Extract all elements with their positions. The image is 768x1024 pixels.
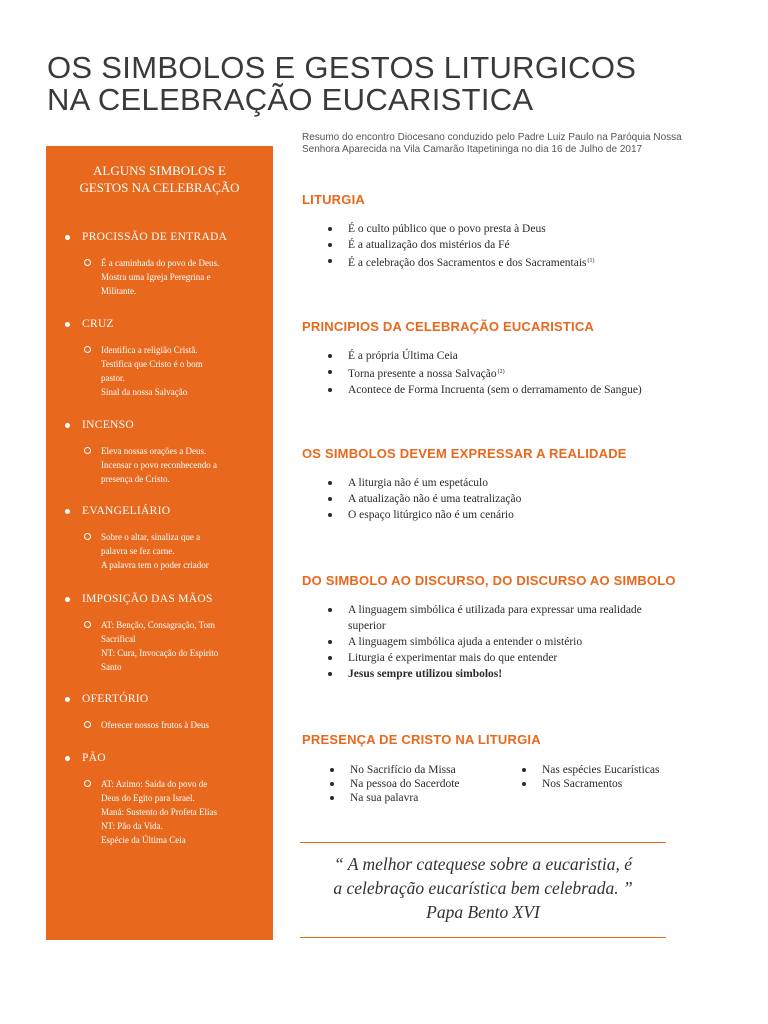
sidebar-item-description: [46, 343, 273, 399]
intro-line-2: Senhora Aparecida na Vila Camarão Itapetininga no dia 16 de Julho de 2017: [302, 144, 643, 155]
sidebar-item-line: Sinal da nossa Salvação: [101, 387, 188, 397]
sidebar-item-line: Mostra uma Igreja Peregrina e: [101, 272, 211, 282]
sidebar-item-description: [46, 444, 273, 486]
section-discurso: [302, 573, 732, 682]
sidebar-item-heading: INCENSO: [46, 418, 273, 432]
section-presenca: [302, 732, 732, 805]
sidebar-title: [46, 162, 273, 196]
sidebar-item-line: Espécie da Última Ceia: [101, 835, 186, 845]
presenca-column-1: [350, 763, 542, 805]
simbolos-list: [302, 475, 732, 523]
intro-line-1: Resumo do encontro Diocesano conduzido pelo Padre Luiz Paulo na Paróquia Nossa: [302, 132, 682, 143]
list-item: É a atualização dos mistérios da Fé: [348, 237, 732, 253]
list-item: A linguagem simbólica ajuda a entender o mistério: [348, 634, 678, 650]
sidebar-item-line: Eleva nossas orações a Deus.: [101, 446, 207, 456]
sidebar-item-heading: OFERTÓRIO: [46, 692, 273, 706]
discurso-list: [302, 602, 678, 682]
sidebar-item-line: Incensar o povo reconhecendo a: [101, 460, 217, 470]
section-title-liturgia: LITURGIA: [302, 192, 365, 207]
section-title-principios: PRINCIPIOS DA CELEBRAÇÃO EUCARISTICA: [302, 319, 595, 334]
sidebar-item-line: palavra se fez carne.: [101, 546, 175, 556]
list-item: A atualização não é uma teatralização: [348, 491, 732, 507]
section-liturgia: [302, 192, 732, 271]
sidebar-item: [46, 317, 273, 399]
sidebar-item-line: Sobre o altar, sinaliza que a: [101, 532, 201, 542]
intro-text: [302, 132, 732, 156]
sidebar-item: [46, 504, 273, 572]
list-item: Na sua palavra: [350, 791, 542, 805]
section-title-simbolos: OS SIMBOLOS DEVEM EXPRESSAR A REALIDADE: [302, 446, 627, 461]
sidebar-title-line-2: GESTOS NA CELEBRAÇÃO: [79, 180, 240, 195]
sidebar-item-description: [46, 256, 273, 298]
sidebar-item-line: Santo: [101, 662, 122, 672]
quote-author: Papa Bento XVI: [426, 902, 540, 922]
sidebar-item: [46, 592, 273, 674]
presenca-column-2: [542, 763, 660, 805]
sidebar-item-description: [46, 777, 273, 847]
sidebar-item-heading: EVANGELIÁRIO: [46, 504, 273, 518]
list-item: É o culto público que o povo presta à Deus: [348, 221, 732, 237]
list-item: [348, 364, 732, 382]
title-line-2: NA CELEBRAÇÃO EUCARISTICA: [47, 82, 534, 117]
sidebar-item-line: Testifica que Cristo é o bom: [101, 359, 203, 369]
list-item: Nos Sacramentos: [542, 777, 660, 791]
sidebar-item: [46, 418, 273, 486]
sidebar-item-line: AT: Benção, Consagração, Tom: [101, 620, 215, 630]
list-item: No Sacrifício da Missa: [350, 763, 542, 777]
page-title: [47, 52, 747, 116]
list-item: [348, 253, 732, 271]
section-title-presenca: PRESENÇA DE CRISTO NA LITURGIA: [302, 732, 541, 747]
section-principios: [302, 319, 732, 398]
symbols-sidebar: [46, 146, 273, 940]
list-item: Na pessoa do Sacerdote: [350, 777, 542, 791]
sidebar-item-line: Oferecer nossos frutos à Deus: [101, 720, 209, 730]
sidebar-item-heading: IMPOSIÇÃO DAS MÃOS: [46, 592, 273, 606]
sidebar-item-line: É a caminhada do povo de Deus.: [101, 258, 220, 268]
sidebar-item-description: [46, 530, 273, 572]
sidebar-item-line: Militante.: [101, 286, 137, 296]
section-simbolos: [302, 446, 732, 523]
list-item-text: É a celebração dos Sacramentos e dos Sacramentais: [348, 257, 587, 269]
sidebar-item-heading: CRUZ: [46, 317, 273, 331]
sidebar-item: [46, 692, 273, 732]
sidebar-item-line: Deus do Egito para Israel.: [101, 793, 195, 803]
sidebar-item-description: [46, 618, 273, 674]
section-title-discurso: DO SIMBOLO AO DISCURSO, DO DISCURSO AO SIMBOLO: [302, 573, 676, 588]
list-item: Jesus sempre utilizou simbolos!: [348, 666, 678, 682]
sidebar-item-line: pastor.: [101, 373, 125, 383]
list-item: Nas espécies Eucarísticas: [542, 764, 660, 776]
quote-block: [300, 842, 666, 938]
footnote-marker: (2): [497, 369, 505, 375]
principios-list: [302, 348, 732, 398]
sidebar-item-line: Maná: Sustento do Profeta Elias: [101, 807, 217, 817]
sidebar-item-line: NT: Pão da Vida.: [101, 821, 163, 831]
list-item: A liturgia não é um espetáculo: [348, 475, 732, 491]
list-item: Acontece de Forma Incruenta (sem o derramamento de Sangue): [348, 382, 732, 398]
sidebar-item-description: [46, 718, 273, 732]
list-item: Liturgia é experimentar mais do que entender: [348, 650, 678, 666]
sidebar-item-line: Identifica a religião Cristã.: [101, 345, 198, 355]
footnote-marker: (1): [587, 258, 595, 264]
quote-line-1: “ A melhor catequese sobre a eucaristia, é: [333, 854, 633, 874]
sidebar-item-line: presença de Cristo.: [101, 474, 170, 484]
sidebar-title-line-1: ALGUNS SIMBOLOS E: [93, 163, 226, 178]
list-item-text: Torna presente a nossa Salvação: [348, 368, 497, 380]
sidebar-item-heading: PÃO: [46, 751, 273, 765]
sidebar-item-line: A palavra tem o poder criador: [101, 560, 209, 570]
presenca-columns: [302, 763, 732, 805]
sidebar-item-line: NT: Cura, Invocação do Espirito: [101, 648, 219, 658]
sidebar-item-line: Sacrifical: [101, 634, 136, 644]
list-item: A linguagem simbólica é utilizada para expressar uma realidade superior: [348, 602, 678, 634]
sidebar-item-heading: PROCISSÃO DE ENTRADA: [46, 230, 273, 244]
sidebar-item: [46, 230, 273, 298]
quote-line-2: a celebração eucarística bem celebrada. ”: [333, 878, 633, 898]
list-item: É a própria Última Ceia: [348, 348, 732, 364]
title-line-1: OS SIMBOLOS E GESTOS LITURGICOS: [47, 50, 637, 85]
list-item: O espaço litúrgico não é um cenário: [348, 507, 732, 523]
liturgia-list: [302, 221, 732, 271]
sidebar-item: [46, 751, 273, 847]
sidebar-item-line: AT: Azimo: Saída do povo de: [101, 779, 208, 789]
